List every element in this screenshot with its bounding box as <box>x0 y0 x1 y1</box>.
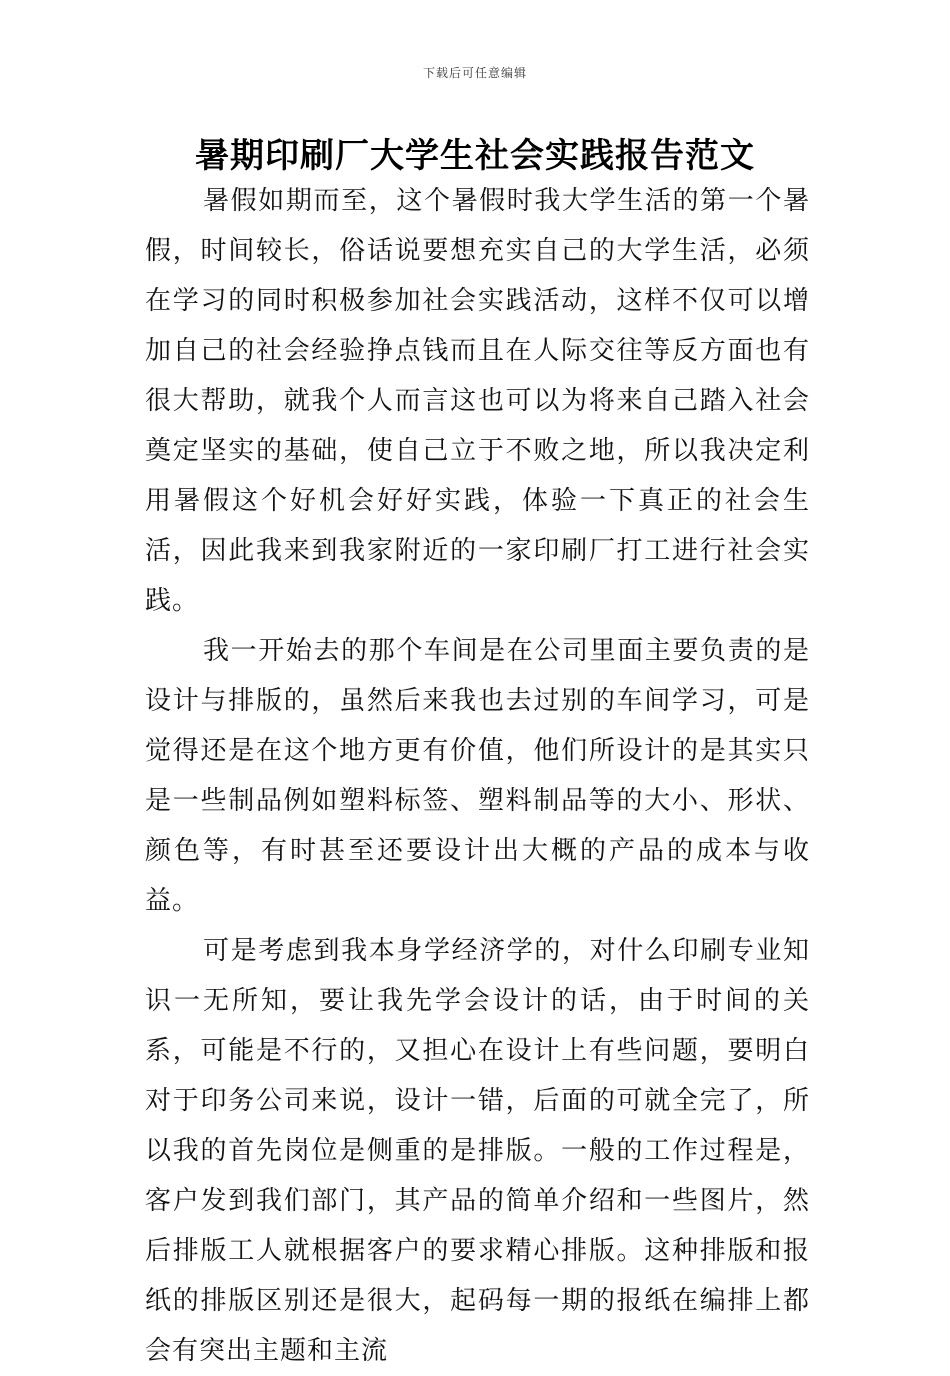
document-title: 暑期印刷厂大学生社会实践报告范文 <box>195 136 755 176</box>
paragraph: 可是考虑到我本身学经济学的，对什么印刷专业知识一无所知，要让我先学会设计的话，由于时间的关系，可能是不行的，又担心在设计上有些问题，要明白对于印务公司来说，设计一错，后面的可就全完了，所以我的首先岗位是侧重的是排版。一般的工作过程是，客户发到我们部门，其产品的简单介绍和一些图片，然后排版工人就根据客户的要求精心排版。这种排版和报纸的排版区别还是很大，起码每一期的报纸在编排上都会有突出主题和主流 <box>145 936 810 1366</box>
document-body <box>145 176 810 1376</box>
paragraph: 暑假如期而至，这个暑假时我大学生活的第一个暑假，时间较长，俗话说要想充实自己的大学生活，必须在学习的同时积极参加社会实践活动，这样不仅可以增加自己的社会经验挣点钱而且在人际交往等反方面也有很大帮助，就我个人而言这也可以为将来自己踏入社会奠定坚实的基础，使自己立于不败之地，所以我决定利用暑假这个好机会好好实践，体验一下真正的社会生活，因此我来到我家附近的一家印刷厂打工进行社会实践。 <box>145 186 810 616</box>
header-note: 下载后可任意编辑 <box>422 66 527 80</box>
paragraph: 我一开始去的那个车间是在公司里面主要负责的是设计与排版的，虽然后来我也去过别的车间学习，可是觉得还是在这个地方更有价值，他们所设计的是其实只是一些制品例如塑料标签、塑料制品等的大小、形状、颜色等，有时甚至还要设计出大概的产品的成本与收益。 <box>145 636 810 916</box>
